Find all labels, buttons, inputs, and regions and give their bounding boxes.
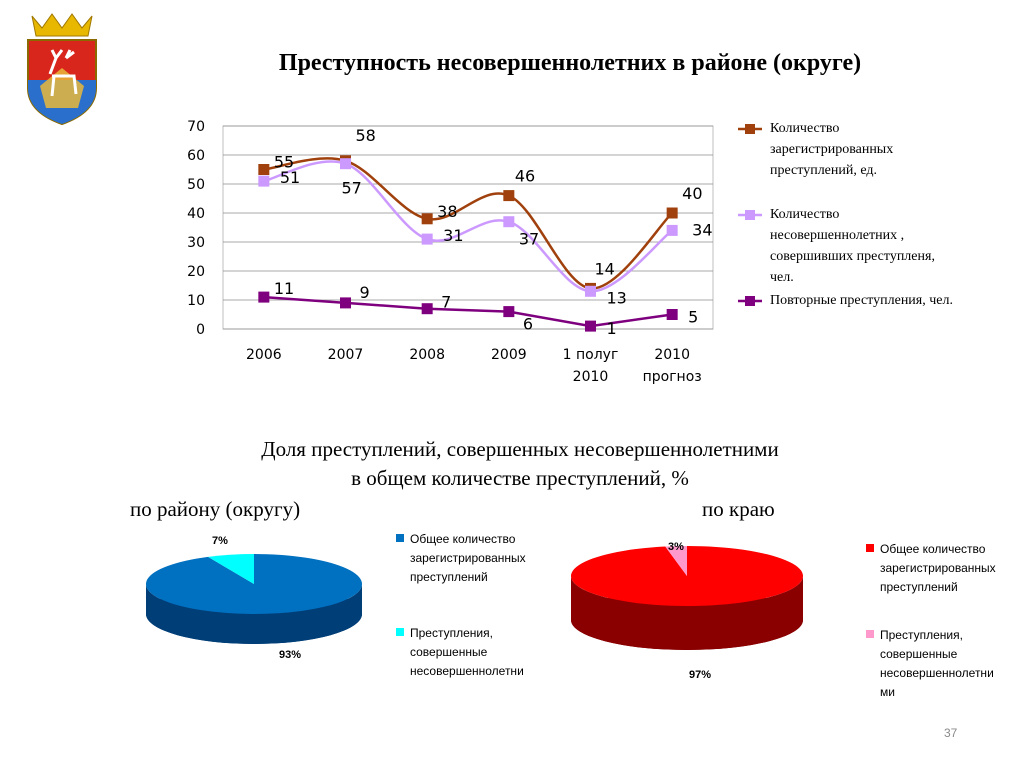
pie-value-label: 97% — [688, 669, 712, 681]
legend-marker-icon — [736, 204, 764, 224]
x-tick-label-line: 1 полуг — [562, 347, 619, 363]
data-point-marker — [340, 297, 351, 308]
y-tick-label: 10 — [187, 293, 205, 309]
data-label: 1 — [606, 319, 617, 339]
x-tick-label-line: 2010 — [654, 347, 690, 363]
legend-marker-icon — [736, 290, 764, 310]
data-point-marker — [585, 286, 596, 297]
legend-label: Количество несовершеннолетних , совершивших преступленя, чел. — [770, 207, 935, 285]
data-label: 6 — [522, 314, 534, 334]
pie-value-label: 3% — [668, 541, 684, 553]
data-point-marker — [422, 234, 433, 245]
data-label: 13 — [606, 288, 627, 308]
x-tick-label: 2008 — [409, 347, 445, 363]
y-tick-label: 50 — [187, 177, 205, 193]
pie-section-heading-line2: в общем количестве преступлений, % — [351, 466, 689, 490]
slide-title: Преступность несовершеннолетних в районе (округе) — [278, 50, 862, 76]
series-2 — [258, 158, 712, 307]
data-point-marker — [585, 321, 596, 332]
x-tick-label: 2009 — [491, 347, 527, 363]
x-tick-label-line: прогноз — [642, 369, 702, 385]
data-label: 55 — [273, 152, 295, 172]
data-label: 14 — [594, 259, 615, 279]
legend-marker-icon — [736, 118, 764, 138]
y-tick-label: 30 — [187, 235, 205, 251]
data-label: 5 — [688, 307, 699, 327]
data-label: 34 — [692, 220, 713, 240]
x-tick-label: 2007 — [327, 347, 364, 363]
data-label: 11 — [273, 279, 295, 299]
legend-label: Повторные преступления, чел. — [770, 293, 953, 308]
data-label: 51 — [279, 168, 301, 188]
data-point-marker — [340, 158, 351, 169]
data-point-marker — [258, 292, 269, 303]
page-number: 37 — [944, 726, 958, 740]
line-chart — [0, 110, 720, 390]
pie-value-label: 93% — [278, 649, 302, 661]
data-point-marker — [503, 306, 514, 317]
data-label: 57 — [341, 178, 362, 198]
x-tick-label — [563, 347, 619, 385]
x-tick-label-line: 2010 — [572, 369, 609, 385]
pie-legend-district — [396, 530, 566, 690]
pie-legend-label: Общее количество зарегистрированных преступлений — [880, 542, 996, 594]
data-point-marker — [258, 176, 269, 187]
y-tick-label: 20 — [187, 264, 205, 280]
pie-legend-label: Преступления, совершенные несовершеннолетни ми — [880, 628, 994, 699]
y-tick-label: 40 — [187, 206, 205, 222]
x-tick-label: 2006 — [246, 347, 282, 363]
data-point-marker — [503, 190, 514, 201]
data-point-marker — [667, 208, 678, 219]
series-1 — [258, 126, 702, 294]
data-label: 46 — [514, 166, 536, 186]
data-label: 37 — [518, 229, 540, 249]
legend-swatch-icon — [396, 534, 404, 542]
pie-value-label: 7% — [212, 535, 228, 547]
data-point-marker — [422, 303, 433, 314]
legend-swatch-icon — [396, 628, 404, 636]
left-pie-caption: по району (округу) — [130, 497, 301, 521]
legend-label: Количество зарегистрированных преступлений, ед. — [770, 121, 894, 178]
pie-legend-region — [866, 540, 1016, 700]
legend-swatch-icon — [866, 630, 874, 638]
right-pie-caption: по краю — [702, 497, 775, 521]
data-label: 38 — [437, 201, 458, 221]
data-label: 7 — [441, 292, 452, 312]
y-tick-label: 60 — [187, 148, 205, 164]
pie-legend-label: Общее количество зарегистрированных преступлений — [410, 532, 526, 584]
pie-legend-label: Преступления, совершенные несовершеннолетни — [410, 626, 524, 678]
pie-chart-district — [130, 530, 390, 680]
pie-section-heading-line1: Доля преступлений, совершенных несовершеннолетними — [261, 437, 779, 461]
data-label: 58 — [355, 125, 376, 145]
y-tick-label: 70 — [187, 119, 205, 135]
data-label: 40 — [682, 184, 703, 203]
y-tick-label: 0 — [196, 322, 205, 338]
data-point-marker — [503, 216, 514, 227]
data-label: 9 — [359, 282, 370, 302]
data-point-marker — [667, 309, 678, 320]
data-point-marker — [258, 164, 269, 175]
data-point-marker — [422, 213, 433, 224]
data-label: 31 — [443, 226, 464, 246]
legend-swatch-icon — [866, 544, 874, 552]
pie-chart-region — [560, 530, 820, 690]
data-point-marker — [667, 225, 678, 236]
x-tick-label — [643, 347, 702, 385]
